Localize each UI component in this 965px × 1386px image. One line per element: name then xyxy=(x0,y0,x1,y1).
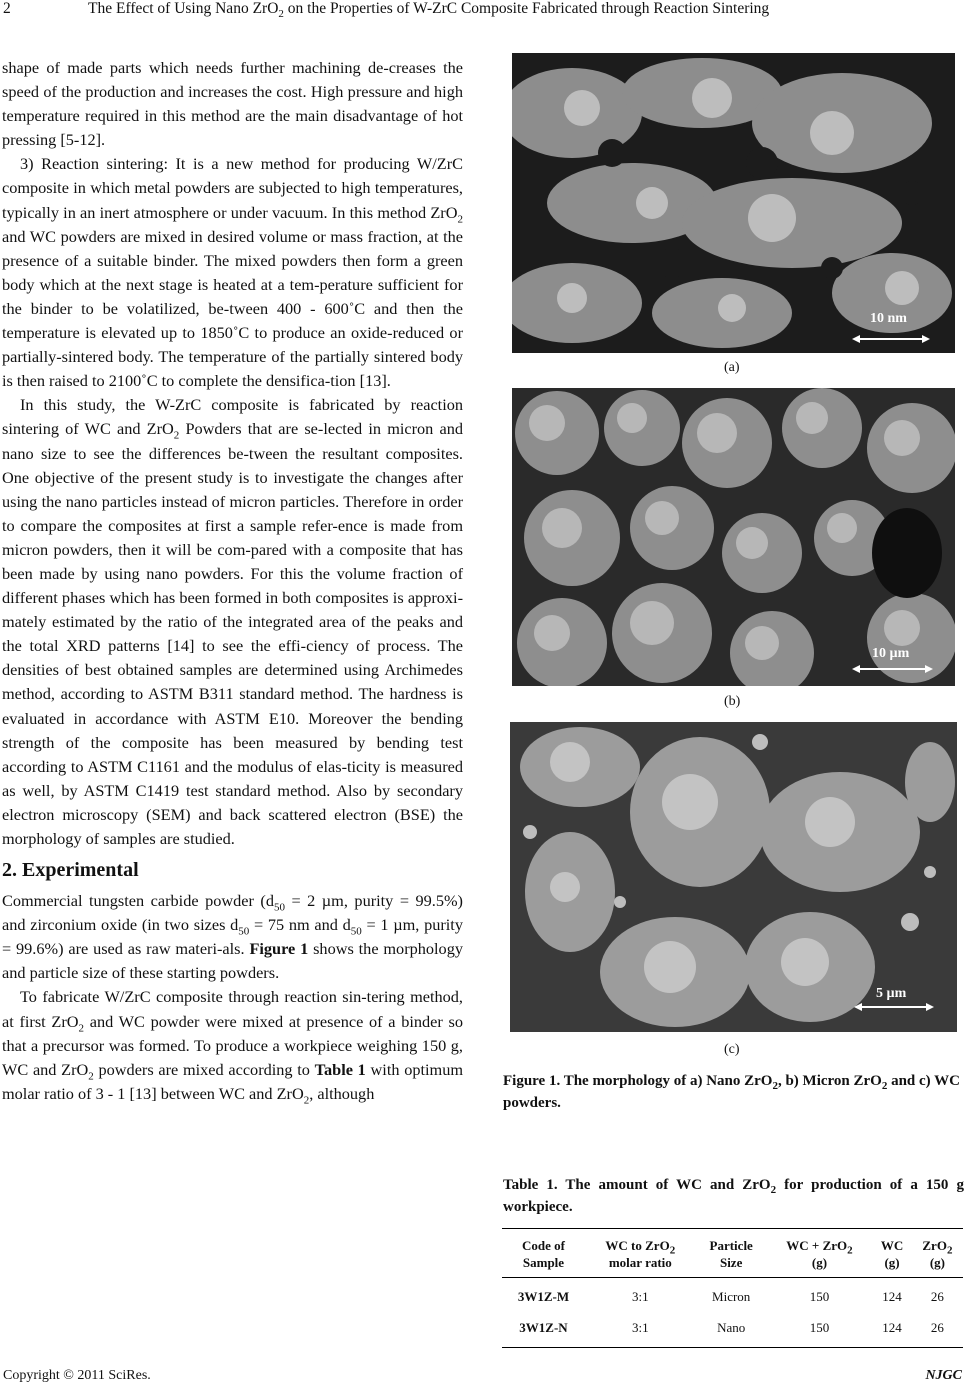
sem-image-micron-zro2 xyxy=(512,388,955,686)
table-cell: 124 xyxy=(882,1289,902,1304)
figure-reference: Figure 1 xyxy=(249,939,309,959)
table-cell: 3:1 xyxy=(632,1289,649,1304)
table-row xyxy=(502,1309,963,1348)
paragraph-materials: Commercial tungsten carbide powder ($d_{50} = 2$ µm, purity = 99.5%) and zirconium oxide (in two sizes $d_{50} = 75$ nm and $d_{50} = 1$ µm, purity = 99.6%) are used as raw materi-als. Figure 1 shows the morphology and particle size of these starting powders. xyxy=(2,891,463,983)
table-cell: 26 xyxy=(930,1289,944,1304)
scale-label: 5 µm xyxy=(876,986,907,1001)
table-cell: Micron xyxy=(712,1289,751,1304)
figure-label-b: (b) xyxy=(724,694,741,709)
column-header: WC to ZrO$_2$ molar ratio xyxy=(585,1229,696,1278)
table-row xyxy=(502,1278,963,1310)
table-cell: 3W1Z-M xyxy=(517,1289,570,1304)
column-header: WC (g) xyxy=(872,1229,912,1278)
table-cell: 150 xyxy=(767,1309,873,1348)
table-cell: 26 xyxy=(912,1309,963,1348)
table-cell: 124 xyxy=(872,1309,912,1348)
left-column xyxy=(2,56,463,1106)
section-heading: 2. Experimental xyxy=(2,859,139,882)
table-1 xyxy=(502,1228,963,1348)
scale-label: 10 nm xyxy=(870,311,907,326)
running-header xyxy=(0,0,965,22)
paragraph-hot-pressing: shape of made parts which needs further machining de-creases the speed of the production and increases the cost. High pressure and high temperature required in this method are the main disadvantage of hot pressing [5-12]. xyxy=(2,58,463,150)
paragraph-fabrication: To fabricate W/ZrC composite through reaction sin-tering method, at first ZrO$_2$ and WC powder were mixed at presence of a binder so that a precursor was formed. To produce a workpiece weighing 150 g, WC and ZrO$_2$ powders are mixed according to Table 1 with optimum molar ratio of 3 - 1 [13] between WC and ZrO$_2$, although xyxy=(2,987,463,1107)
page-number: 2 xyxy=(3,0,11,17)
figure-label-a: (a) xyxy=(724,360,740,375)
column-header: WC + ZrO$_2$ (g) xyxy=(767,1229,873,1278)
paragraph-reaction-sintering: 3) Reaction sintering: It is a new method for producing W/ZrC composite in which metal powders are subjected to high temperatures, typically in an inert atmosphere or under vacuum. In this method ZrO$_2$ and WC powders are mixed in desired volume or mass fraction, at the presence of a suitable binder. The mixed powders then form a green body which at the next stage is heated at a tem-perature sufficient for the binder to be volatilized, be-tween 400 - 600˚C and then the temperature is elevated up to 1850˚C to produce an oxide-reduced or partially-sintered body. The temperature of the partially sintered body is then raised to 2100˚C to complete the densifica-tion [13]. xyxy=(2,154,463,391)
table-cell: 150 xyxy=(809,1289,830,1304)
figure-caption: Figure 1. The morphology of a) Nano ZrO$_2$, b) Micron ZrO$_2$ and c) WC powders. xyxy=(503,1073,960,1111)
column-header: ZrO$_2$ (g) xyxy=(912,1229,963,1278)
figure-label-c: (c) xyxy=(724,1042,740,1057)
table-reference: Table 1 xyxy=(314,1059,366,1079)
column-header: Code of Sample xyxy=(502,1229,585,1278)
sem-image-wc xyxy=(510,722,957,1032)
table-header-row xyxy=(502,1229,963,1278)
table-cell: 3:1 xyxy=(585,1309,696,1348)
scale-label: 10 µm xyxy=(872,646,910,661)
running-title: The Effect of Using Nano ZrO$_2$ on the Properties of W-ZrC Composite Fabricated through Reaction Sintering xyxy=(88,0,770,21)
copyright: Copyright © 2011 SciRes. xyxy=(3,1368,151,1383)
table-caption: Table 1. The amount of WC and ZrO$_2$ for production of a 150 g workpiece. xyxy=(503,1177,964,1215)
table-cell: Nano xyxy=(696,1309,767,1348)
journal-name: NJGC xyxy=(925,1368,962,1383)
column-header: Particle Size xyxy=(696,1229,767,1278)
sem-image-nano-zro2 xyxy=(512,53,955,353)
paragraph-this-study: In this study, the W-ZrC composite is fabricated by reaction sintering of WC and ZrO$_2$ Powders that are se-lected in micron and nano size to see the differences be-tween the resultant composites. One objective of the present study is to investigate the changes after using the nano particles instead of micron particles. Therefore in order to compare the composites at first a sample refer-ence is made from micron powders, then it will be com-pared with a composite that has been made by using nano powders. For this the volume fraction of different phases which has been formed in both composites is approxi-mately estimated by the ratio of the integrated area of the peaks and the total XRD patterns [14] to see the effi-ciency of process. The densities of best obtained samples are determined using Archimedes method, according to ASTM B311 standard method. The hardness is evaluated in accordance with ASTM E10. Moreover the bending strength of the composite has been measured by bending test according to ASTM C1161 and the modulus of elas-ticity is measured as well, by ASTM C1419 test standard method. Also by secondary electron microscopy (SEM) and back scattered electron (BSE) the morphology of samples are studied. xyxy=(2,395,464,848)
table-cell: 3W1Z-N xyxy=(502,1309,585,1348)
